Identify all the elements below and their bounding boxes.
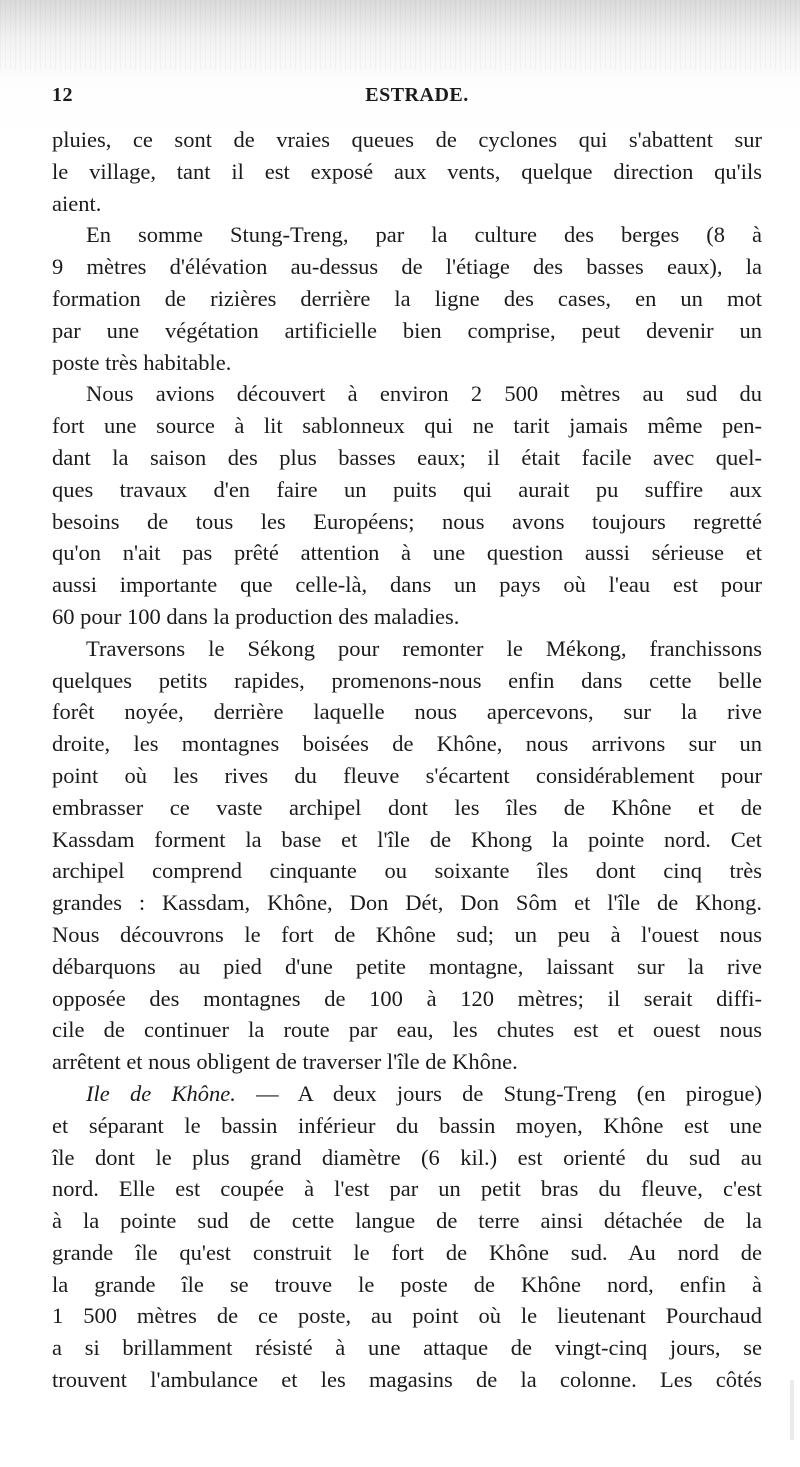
text-line-content: cile de continuer la route par eau, les chutes est et ouest nous [52, 1017, 762, 1043]
text-line [52, 919, 762, 951]
text-line-content: embrasser ce vaste archipel dont les îles de Khône et de [52, 794, 762, 820]
text-line [52, 378, 762, 410]
text-line [52, 442, 762, 474]
section-heading-italic: Ile de Khône. [86, 1080, 236, 1106]
text-line [52, 665, 762, 697]
text-line-content: formation de rizières derrière la ligne des cases, en un mot [52, 285, 762, 311]
text-line-content: trouvent l'ambulance et les magasins de la colonne. Les côtés [52, 1367, 762, 1393]
text-line-content: île dont le plus grand diamètre (6 kil.) est orienté du sud au [52, 1144, 762, 1170]
text-line [52, 219, 762, 251]
page-number: 12 [52, 84, 73, 106]
text-line-content: archipel comprend cinquante ou soixante îles dont cinq très [52, 858, 762, 884]
text-line-content: Nous découvrons le fort de Khône sud; un peu à l'ouest nous [52, 921, 762, 947]
text-line-content: a si brillamment résisté à une attaque de vingt-cinq jours, se [52, 1335, 762, 1361]
text-line [52, 983, 762, 1015]
body-text [52, 124, 762, 1396]
text-line-content: à la pointe sud de cette langue de terre ainsi détachée de la [52, 1208, 762, 1234]
text-line-content: et séparant le bassin inférieur du bassin moyen, Khône est une [52, 1112, 762, 1138]
text-line [52, 728, 762, 760]
text-line [52, 156, 762, 188]
text-line-content: grande île qu'est construit le fort de Khône sud. Au nord de [52, 1239, 762, 1265]
text-line [52, 601, 762, 633]
text-line [52, 410, 762, 442]
text-line-content: En somme Stung-Treng, par la culture des berges (8 à [86, 222, 762, 248]
text-line-content: 9 mètres d'élévation au-dessus de l'étiage des basses eaux), la [52, 254, 762, 280]
text-line [52, 1300, 762, 1332]
text-line [52, 283, 762, 315]
text-line [52, 1046, 762, 1078]
text-line [52, 347, 762, 379]
text-line-content: ques travaux d'en faire un puits qui aurait pu suffire aux [52, 476, 762, 502]
text-line [52, 315, 762, 347]
text-line-content: Traversons le Sékong pour remonter le Mékong, franchissons [86, 635, 762, 661]
text-line [52, 569, 762, 601]
scan-edge-mark [790, 1380, 794, 1440]
text-line-content: opposée des montagnes de 100 à 120 mètres; il serait diffi- [52, 985, 762, 1011]
text-line-content: 1 500 mètres de ce poste, au point où le lieutenant Pourchaud [52, 1303, 762, 1329]
scan-noise-top [0, 0, 800, 70]
text-line [52, 251, 762, 283]
text-line [52, 1078, 762, 1110]
text-line-content: grandes : Kassdam, Khône, Don Dét, Don Sôm et l'île de Khong. [52, 890, 762, 916]
text-line-content: la grande île se trouve le poste de Khône nord, enfin à [52, 1271, 762, 1297]
text-line-content: Nous avions découvert à environ 2 500 mètres au sud du [86, 381, 762, 407]
text-line-content: Kassdam forment la base et l'île de Khong la pointe nord. Cet [52, 826, 762, 852]
text-line [52, 474, 762, 506]
running-title: ESTRADE. [365, 84, 469, 106]
text-line-content: — A deux jours de Stung-Treng (en pirogue) [235, 1080, 762, 1106]
page-header [52, 84, 762, 114]
text-line-content: débarquons au pied d'une petite montagne, laissant sur la rive [52, 953, 762, 979]
text-line [52, 1173, 762, 1205]
text-line-content: pluies, ce sont de vraies queues de cyclones qui s'abattent sur [52, 127, 762, 152]
text-line-content: besoins de tous les Européens; nous avons toujours regretté [52, 508, 762, 534]
text-line-content: aussi importante que celle-là, dans un pays où l'eau est pour [52, 572, 762, 598]
text-line [52, 887, 762, 919]
text-line-content: le village, tant il est exposé aux vents, quelque direction qu'ils [52, 158, 762, 184]
text-line [52, 855, 762, 887]
text-line [52, 792, 762, 824]
text-line-content: arrêtent et nous obligent de traverser l'île de Khône. [52, 1049, 518, 1075]
text-line [52, 696, 762, 728]
text-line-content: fort une source à lit sablonneux qui ne tarit jamais même pen- [52, 413, 762, 439]
text-line [52, 124, 762, 156]
text-line [52, 1110, 762, 1142]
text-line [52, 1014, 762, 1046]
text-line-content: forêt noyée, derrière laquelle nous apercevons, sur la rive [52, 699, 762, 725]
text-line [52, 1205, 762, 1237]
text-line-content: qu'on n'ait pas prêté attention à une question aussi sérieuse et [52, 540, 762, 566]
text-line [52, 951, 762, 983]
text-line-content: 60 pour 100 dans la production des maladies. [52, 603, 460, 629]
text-line [52, 1364, 762, 1396]
text-line [52, 1237, 762, 1269]
text-line [52, 1332, 762, 1364]
text-line [52, 633, 762, 665]
text-line-content: par une végétation artificielle bien comprise, peut devenir un [52, 317, 762, 343]
text-line-content: point où les rives du fleuve s'écartent considérablement pour [52, 762, 762, 788]
text-line [52, 824, 762, 856]
text-line [52, 760, 762, 792]
text-line-content: nord. Elle est coupée à l'est par un petit bras du fleuve, c'est [52, 1176, 762, 1202]
text-line [52, 1269, 762, 1301]
text-line [52, 188, 762, 220]
text-line-content: quelques petits rapides, promenons-nous enfin dans cette belle [52, 667, 762, 693]
text-line [52, 506, 762, 538]
text-line [52, 1142, 762, 1174]
text-line-content: dant la saison des plus basses eaux; il était facile avec quel- [52, 444, 762, 470]
text-line-content: droite, les montagnes boisées de Khône, nous arrivons sur un [52, 731, 762, 757]
text-line-content: poste très habitable. [52, 349, 232, 375]
text-line [52, 537, 762, 569]
text-line-content: aient. [52, 190, 102, 216]
